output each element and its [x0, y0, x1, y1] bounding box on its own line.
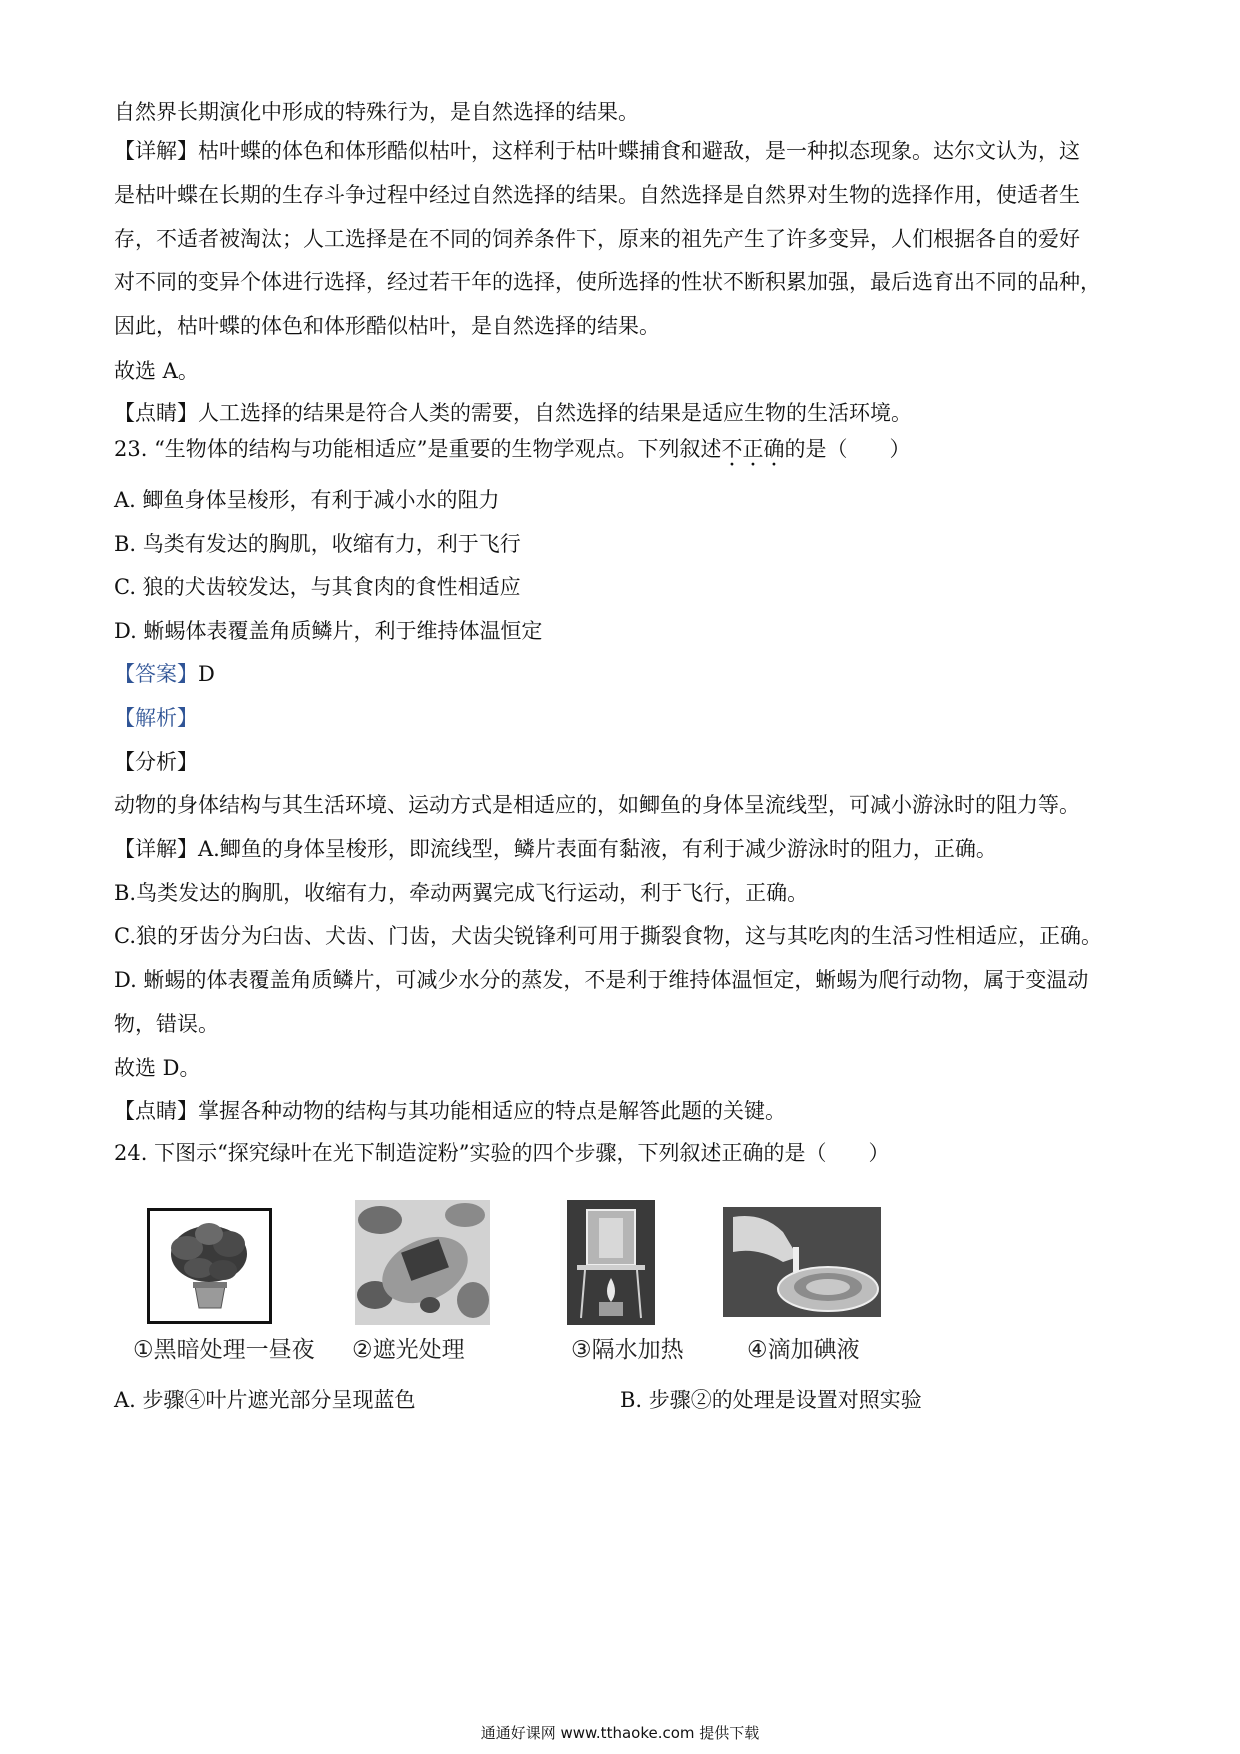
step-1-caption: ①黑暗处理一昼夜 [133, 1337, 315, 1363]
answer-line [114, 660, 215, 688]
detail-line [114, 137, 1080, 165]
point-tag: 【点睛】 [114, 401, 198, 425]
text-line: 存，不适者被淘汰；人工选择是在不同的饲养条件下，原来的祖先产生了许多变异，人们根据各自的爱好 [114, 227, 1080, 251]
point-line [114, 1097, 786, 1125]
question-23-stem [114, 435, 911, 463]
point-tag: 【点睛】 [114, 1099, 198, 1123]
step-4-caption: ④滴加碘液 [747, 1337, 860, 1363]
covered-leaf-image [355, 1200, 490, 1325]
text-line: 人工选择的结果是符合人类的需要，自然选择的结果是适应生物的生活环境。 [198, 401, 912, 425]
text-line: A.鲫鱼的身体呈梭形，即流线型，鳞片表面有黏液，有利于减少游泳时的阻力，正确。 [198, 837, 997, 861]
fenxi-tag: 【分析】 [114, 750, 198, 774]
stem-text: 的是（ ） [784, 437, 911, 461]
question-24-stem: 24. 下图示“探究绿叶在光下制造淀粉”实验的四个步骤，下列叙述正确的是（ ） [114, 1141, 890, 1165]
potted-plant-image [147, 1208, 272, 1324]
text-line: 是枯叶蝶在长期的生存斗争过程中经过自然选择的结果。自然选择是自然界对生物的选择作用，使适者生 [114, 183, 1080, 207]
analysis-tag: 【解析】 [114, 706, 198, 730]
point-line [114, 399, 912, 427]
option-a: A. 鲫鱼身体呈梭形，有利于减小水的阻力 [114, 488, 500, 512]
text-line: 物，错误。 [114, 1012, 219, 1036]
water-bath-heating-image [567, 1200, 655, 1325]
detail-tag: 【详解】 [114, 139, 198, 163]
emphasis-char: 正 [742, 437, 764, 461]
text-line: 因此，枯叶蝶的体色和体形酷似枯叶，是自然选择的结果。 [114, 314, 660, 338]
step-2-caption: ②遮光处理 [352, 1337, 465, 1363]
option-c: C. 狼的犬齿较发达，与其食肉的食性相适应 [114, 575, 521, 599]
step-3-caption: ③隔水加热 [571, 1337, 684, 1363]
choice-line: 故选 D。 [114, 1056, 201, 1080]
detail-line [114, 835, 997, 863]
option-d: D. 蜥蜴体表覆盖角质鳞片，利于维持体温恒定 [114, 619, 543, 643]
text-line: D. 蜥蜴的体表覆盖角质鳞片，可减少水分的蒸发，不是利于维持体温恒定，蜥蜴为爬行动物，属于变温动 [114, 968, 1089, 992]
option-b: B. 步骤②的处理是设置对照实验 [620, 1388, 922, 1412]
text-line: 掌握各种动物的结构与其功能相适应的特点是解答此题的关键。 [198, 1099, 786, 1123]
fenxi-text: 动物的身体结构与其生活环境、运动方式是相适应的，如鲫鱼的身体呈流线型，可减小游泳时的阻力等。 [114, 793, 1080, 817]
answer-value: D [198, 662, 215, 686]
page-footer: 通通好课网 www.tthaoke.com 提供下载 [480, 1724, 760, 1742]
option-b: B. 鸟类有发达的胸肌，收缩有力，利于飞行 [114, 532, 521, 556]
text-line: 枯叶蝶的体色和体形酷似枯叶，这样利于枯叶蝶捕食和避敌，是一种拟态现象。达尔文认为，这 [198, 139, 1080, 163]
text-line: 对不同的变异个体进行选择，经过若干年的选择，使所选择的性状不断积累加强，最后选育出不同的品种， [114, 270, 1101, 294]
emphasis-char: 确 [763, 437, 785, 461]
text-line: B.鸟类发达的胸肌，收缩有力，牵动两翼完成飞行运动，利于飞行，正确。 [114, 881, 809, 905]
stem-text: 23. “生物体的结构与功能相适应”是重要的生物学观点。下列叙述 [114, 437, 722, 461]
answer-tag: 【答案】 [114, 662, 198, 686]
emphasis-char: 不 [721, 437, 743, 461]
iodine-drop-image [723, 1207, 881, 1317]
text-line: 自然界长期演化中形成的特殊行为，是自然选择的结果。 [114, 100, 639, 124]
option-a: A. 步骤④叶片遮光部分呈现蓝色 [114, 1388, 416, 1412]
detail-tag: 【详解】 [114, 837, 198, 861]
choice-line: 故选 A。 [114, 359, 199, 383]
text-line: C.狼的牙齿分为臼齿、犬齿、门齿，犬齿尖锐锋利可用于撕裂食物，这与其吃肉的生活习性相适应，正确。 [114, 924, 1102, 948]
